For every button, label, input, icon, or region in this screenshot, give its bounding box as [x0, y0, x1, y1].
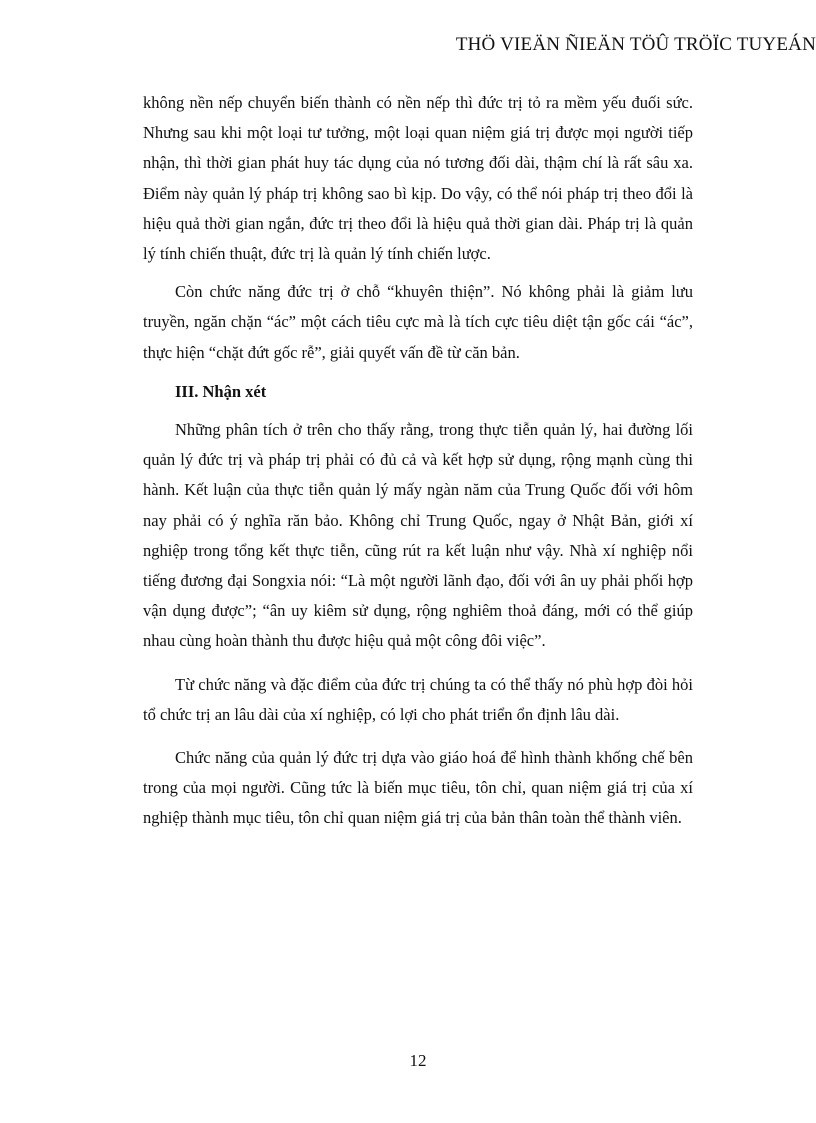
paragraph-continuation: không nền nếp chuyển biến thành có nền nếp thì đức trị tỏ ra mềm yếu đuối sức. Nhưng sau khi một loại tư tưởng, một loại quan niệm giá trị được mọi người tiếp nhận, thì thời gian phát huy tác dụng của nó tương đối dài, thậm chí là rất sâu xa. Điểm này quản lý pháp trị không sao bì kịp. Do vậy, có thể nói pháp trị theo đổi là hiệu quả thời gian ngắn, đức trị theo đổi là hiệu quả thời gian dài. Pháp trị là quản lý tính chiến thuật, đức trị là quản lý tính chiến lược.: [143, 93, 693, 264]
paragraph-education: Chức năng của quản lý đức trị dựa vào giáo hoá để hình thành khống chế bên trong của mọi người. Cũng tức là biến mục tiêu, tôn chỉ, quan niệm giá trị của xí nghiệp thành mục tiêu, tôn chỉ quan niệm giá trị của bản thân toàn thể thành viên.: [143, 748, 693, 828]
paragraph-khuyen-thien: Còn chức năng đức trị ở chỗ “khuyên thiện”. Nó không phải là giảm lưu truyền, ngăn chặn “ác” một cách tiêu cực mà là tích cực tiêu diệt tận gốc cái “ác”, thực hiện “chặt đứt gốc rễ”, giải quyết vấn đề từ căn bản.: [143, 282, 693, 362]
section-heading: III. Nhận xét: [175, 381, 267, 401]
page-body: [143, 88, 693, 834]
running-header: THÖ VIEÄN ÑIEÄN TÖÛ TRÖÏC TUYEÁN: [455, 34, 816, 55]
paragraph-function: Từ chức năng và đặc điểm của đức trị chúng ta có thể thấy nó phù hợp đòi hỏi tổ chức trị an lâu dài của xí nghiệp, có lợi cho phát triển ổn định lâu dài.: [143, 674, 693, 724]
paragraph-analysis: Những phân tích ở trên cho thấy rằng, trong thực tiễn quản lý, hai đường lối quản lý đức trị và pháp trị phải có đủ cả và kết hợp sử dụng, rộng mạnh cùng thi hành. Kết luận của thực tiễn quản lý mấy ngàn năm của Trung Quốc đối với hôm nay phải có ý nghĩa răn bảo. Không chỉ Trung Quốc, ngay ở Nhật Bản, giới xí nghiệp trong tổng kết thực tiễn, cũng rút ra kết luận như vậy. Nhà xí nghiệp nổi tiếng đương đại Songxia nói: “Là một người lãnh đạo, đối với ân uy phải phối hợp vận dụng được”; “ân uy kiêm sử dụng, rộng nghiêm thoả đáng, mới có thể giúp nhau cùng hoàn thành thu được hiệu quả một công đôi việc”.: [143, 420, 693, 651]
page-number: 12: [409, 1051, 427, 1070]
